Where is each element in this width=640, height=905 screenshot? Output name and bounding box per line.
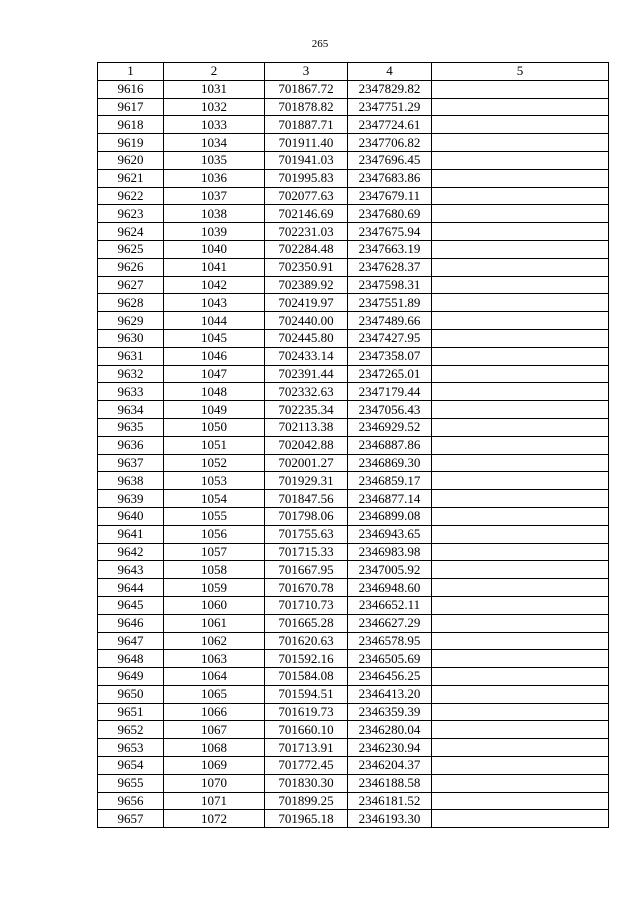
table-cell-col1: 9636: [98, 436, 164, 454]
table-cell-col1: 9642: [98, 543, 164, 561]
table-cell-col4: 2346859.17: [348, 472, 432, 490]
table-cell-col5: [432, 365, 609, 383]
table-row: [98, 116, 609, 134]
table-row: [98, 472, 609, 490]
table-cell-col3: 701665.28: [265, 614, 348, 632]
table-cell-col2: 1053: [164, 472, 265, 490]
table-cell-col1: 9652: [98, 721, 164, 739]
table-cell-col3: 702001.27: [265, 454, 348, 472]
table-cell-col3: 701899.25: [265, 792, 348, 810]
table-cell-col3: 701592.16: [265, 650, 348, 668]
table-cell-col1: 9655: [98, 774, 164, 792]
table-cell-col5: [432, 276, 609, 294]
table-cell-col4: 2347179.44: [348, 383, 432, 401]
table-cell-col2: 1059: [164, 579, 265, 597]
table-row: [98, 774, 609, 792]
table-cell-col1: 9637: [98, 454, 164, 472]
table-row: [98, 792, 609, 810]
table-cell-col5: [432, 294, 609, 312]
coordinates-table: [97, 62, 609, 828]
table-cell-col4: 2346887.86: [348, 436, 432, 454]
table-cell-col5: [432, 757, 609, 775]
table-cell-col5: [432, 436, 609, 454]
column-header-2: 2: [164, 63, 265, 81]
table-row: [98, 490, 609, 508]
table-cell-col5: [432, 721, 609, 739]
table-cell-col4: 2346929.52: [348, 418, 432, 436]
table-cell-col2: 1044: [164, 312, 265, 330]
table-cell-col2: 1040: [164, 240, 265, 258]
table-row: [98, 187, 609, 205]
column-header-3: 3: [265, 63, 348, 81]
table-row: [98, 347, 609, 365]
table-row: [98, 383, 609, 401]
table-cell-col3: 702445.80: [265, 329, 348, 347]
table-cell-col2: 1045: [164, 329, 265, 347]
table-cell-col5: [432, 561, 609, 579]
table-row: [98, 543, 609, 561]
table-cell-col1: 9654: [98, 757, 164, 775]
table-cell-col2: 1041: [164, 258, 265, 276]
table-cell-col3: 701713.91: [265, 739, 348, 757]
table-cell-col2: 1038: [164, 205, 265, 223]
table-row: [98, 401, 609, 419]
table-cell-col2: 1042: [164, 276, 265, 294]
table-cell-col4: 2347683.86: [348, 169, 432, 187]
table-cell-col5: [432, 632, 609, 650]
table-row: [98, 312, 609, 330]
table-cell-col1: 9644: [98, 579, 164, 597]
table-cell-col5: [432, 151, 609, 169]
table-cell-col2: 1063: [164, 650, 265, 668]
table-cell-col5: [432, 187, 609, 205]
table-row: [98, 365, 609, 383]
table-cell-col5: [432, 223, 609, 241]
table-cell-col4: 2346983.98: [348, 543, 432, 561]
table-cell-col2: 1036: [164, 169, 265, 187]
table-cell-col4: 2346899.08: [348, 507, 432, 525]
table-cell-col2: 1071: [164, 792, 265, 810]
table-cell-col3: 701887.71: [265, 116, 348, 134]
table-cell-col4: 2346948.60: [348, 579, 432, 597]
table-cell-col1: 9624: [98, 223, 164, 241]
table-cell-col1: 9623: [98, 205, 164, 223]
table-cell-col2: 1034: [164, 134, 265, 152]
table-cell-col4: 2347005.92: [348, 561, 432, 579]
table-cell-col4: 2346204.37: [348, 757, 432, 775]
table-row: [98, 579, 609, 597]
table-cell-col4: 2346505.69: [348, 650, 432, 668]
table-cell-col5: [432, 596, 609, 614]
table-cell-col5: [432, 98, 609, 116]
table-cell-col3: 701847.56: [265, 490, 348, 508]
table-cell-col4: 2347706.82: [348, 134, 432, 152]
table-cell-col3: 702113.38: [265, 418, 348, 436]
table-row: [98, 169, 609, 187]
table-row: [98, 80, 609, 98]
table-cell-col5: [432, 134, 609, 152]
table-cell-col4: 2347696.45: [348, 151, 432, 169]
table-row: [98, 810, 609, 828]
table-row: [98, 561, 609, 579]
table-cell-col3: 701929.31: [265, 472, 348, 490]
table-cell-col3: 702231.03: [265, 223, 348, 241]
table-cell-col3: 702146.69: [265, 205, 348, 223]
table-cell-col2: 1061: [164, 614, 265, 632]
table-cell-col1: 9650: [98, 685, 164, 703]
table-cell-col4: 2346181.52: [348, 792, 432, 810]
table-cell-col3: 701619.73: [265, 703, 348, 721]
column-header-4: 4: [348, 63, 432, 81]
table-cell-col3: 702389.92: [265, 276, 348, 294]
table-cell-col1: 9618: [98, 116, 164, 134]
table-cell-col5: [432, 650, 609, 668]
table-row: [98, 151, 609, 169]
table-cell-col5: [432, 205, 609, 223]
table-cell-col5: [432, 774, 609, 792]
table-cell-col1: 9649: [98, 668, 164, 686]
table-cell-col4: 2347680.69: [348, 205, 432, 223]
table-row: [98, 757, 609, 775]
table-cell-col1: 9634: [98, 401, 164, 419]
table-cell-col2: 1060: [164, 596, 265, 614]
table-cell-col2: 1072: [164, 810, 265, 828]
table-cell-col2: 1047: [164, 365, 265, 383]
table-cell-col5: [432, 454, 609, 472]
table-cell-col1: 9617: [98, 98, 164, 116]
table-cell-col1: 9648: [98, 650, 164, 668]
table-row: [98, 596, 609, 614]
table-cell-col5: [432, 543, 609, 561]
table-row: [98, 703, 609, 721]
table-cell-col3: 701710.73: [265, 596, 348, 614]
table-cell-col4: 2347598.31: [348, 276, 432, 294]
table-cell-col5: [432, 703, 609, 721]
table-row: [98, 329, 609, 347]
table-cell-col3: 701878.82: [265, 98, 348, 116]
table-cell-col1: 9656: [98, 792, 164, 810]
table-cell-col3: 702433.14: [265, 347, 348, 365]
table-cell-col3: 701867.72: [265, 80, 348, 98]
table-cell-col3: 702235.34: [265, 401, 348, 419]
table-cell-col4: 2346280.04: [348, 721, 432, 739]
table-cell-col4: 2346578.95: [348, 632, 432, 650]
table-cell-col2: 1056: [164, 525, 265, 543]
table-cell-col2: 1064: [164, 668, 265, 686]
table-cell-col5: [432, 312, 609, 330]
table-cell-col2: 1048: [164, 383, 265, 401]
table-cell-col3: 702042.88: [265, 436, 348, 454]
table-cell-col2: 1065: [164, 685, 265, 703]
table-cell-col4: 2346188.58: [348, 774, 432, 792]
table-cell-col3: 701584.08: [265, 668, 348, 686]
table-row: [98, 98, 609, 116]
table-cell-col3: 701772.45: [265, 757, 348, 775]
table-cell-col2: 1069: [164, 757, 265, 775]
table-cell-col2: 1051: [164, 436, 265, 454]
table-cell-col1: 9630: [98, 329, 164, 347]
table-cell-col1: 9651: [98, 703, 164, 721]
table-cell-col3: 702419.97: [265, 294, 348, 312]
table-cell-col4: 2347265.01: [348, 365, 432, 383]
table-cell-col4: 2346359.39: [348, 703, 432, 721]
table-cell-col3: 702284.48: [265, 240, 348, 258]
table-cell-col5: [432, 685, 609, 703]
table-cell-col2: 1052: [164, 454, 265, 472]
table-cell-col2: 1033: [164, 116, 265, 134]
table-cell-col3: 702332.63: [265, 383, 348, 401]
table-cell-col4: 2346627.29: [348, 614, 432, 632]
table-cell-col1: 9653: [98, 739, 164, 757]
page-number: 265: [311, 38, 329, 50]
table-cell-col2: 1032: [164, 98, 265, 116]
table-cell-col3: 701911.40: [265, 134, 348, 152]
table-cell-col3: 702391.44: [265, 365, 348, 383]
table-cell-col5: [432, 418, 609, 436]
table-row: [98, 258, 609, 276]
table-cell-col2: 1068: [164, 739, 265, 757]
table-row: [98, 240, 609, 258]
table-cell-col5: [432, 614, 609, 632]
table-cell-col3: 701667.95: [265, 561, 348, 579]
table-cell-col4: 2347427.95: [348, 329, 432, 347]
table-cell-col4: 2347628.37: [348, 258, 432, 276]
table-cell-col1: 9638: [98, 472, 164, 490]
table-cell-col3: 701755.63: [265, 525, 348, 543]
table-cell-col4: 2347675.94: [348, 223, 432, 241]
table-cell-col3: 701715.33: [265, 543, 348, 561]
table-cell-col3: 701995.83: [265, 169, 348, 187]
table-cell-col1: 9643: [98, 561, 164, 579]
table-header-row: [98, 63, 609, 81]
table-body: [98, 80, 609, 827]
table-row: [98, 614, 609, 632]
table-cell-col1: 9629: [98, 312, 164, 330]
table-row: [98, 436, 609, 454]
table-cell-col3: 701965.18: [265, 810, 348, 828]
table-cell-col5: [432, 792, 609, 810]
table-cell-col1: 9635: [98, 418, 164, 436]
table-cell-col2: 1062: [164, 632, 265, 650]
table-cell-col1: 9631: [98, 347, 164, 365]
table-cell-col4: 2346193.30: [348, 810, 432, 828]
table-cell-col5: [432, 668, 609, 686]
table-cell-col5: [432, 329, 609, 347]
table-cell-col4: 2347551.89: [348, 294, 432, 312]
table-row: [98, 454, 609, 472]
table-cell-col4: 2347056.43: [348, 401, 432, 419]
table-cell-col2: 1070: [164, 774, 265, 792]
table-row: [98, 507, 609, 525]
table-cell-col1: 9625: [98, 240, 164, 258]
column-header-1: 1: [98, 63, 164, 81]
table-cell-col1: 9640: [98, 507, 164, 525]
table-cell-col5: [432, 80, 609, 98]
table-cell-col3: 701798.06: [265, 507, 348, 525]
table-cell-col5: [432, 507, 609, 525]
table-cell-col4: 2346943.65: [348, 525, 432, 543]
table-cell-col4: 2347489.66: [348, 312, 432, 330]
table-cell-col2: 1066: [164, 703, 265, 721]
table-cell-col1: 9657: [98, 810, 164, 828]
table-row: [98, 205, 609, 223]
table-cell-col3: 701830.30: [265, 774, 348, 792]
table-cell-col3: 702350.91: [265, 258, 348, 276]
table-cell-col1: 9628: [98, 294, 164, 312]
table-row: [98, 650, 609, 668]
table-cell-col5: [432, 240, 609, 258]
column-header-5: 5: [432, 63, 609, 81]
table-row: [98, 721, 609, 739]
table-row: [98, 418, 609, 436]
table-cell-col1: 9646: [98, 614, 164, 632]
table-cell-col2: 1058: [164, 561, 265, 579]
table-row: [98, 668, 609, 686]
table-cell-col5: [432, 810, 609, 828]
table-cell-col1: 9616: [98, 80, 164, 98]
table-cell-col4: 2346869.30: [348, 454, 432, 472]
table-cell-col2: 1031: [164, 80, 265, 98]
table-cell-col1: 9639: [98, 490, 164, 508]
table-cell-col2: 1039: [164, 223, 265, 241]
table-cell-col5: [432, 525, 609, 543]
table-cell-col5: [432, 472, 609, 490]
table-row: [98, 294, 609, 312]
table-cell-col5: [432, 739, 609, 757]
table-cell-col2: 1037: [164, 187, 265, 205]
table-cell-col1: 9627: [98, 276, 164, 294]
table-cell-col2: 1046: [164, 347, 265, 365]
table-cell-col5: [432, 579, 609, 597]
table-cell-col1: 9620: [98, 151, 164, 169]
table-cell-col4: 2346413.20: [348, 685, 432, 703]
table-cell-col5: [432, 347, 609, 365]
table-cell-col5: [432, 490, 609, 508]
table-cell-col5: [432, 258, 609, 276]
table-row: [98, 223, 609, 241]
table-cell-col1: 9626: [98, 258, 164, 276]
table-cell-col4: 2347663.19: [348, 240, 432, 258]
table-cell-col1: 9647: [98, 632, 164, 650]
table-cell-col4: 2346877.14: [348, 490, 432, 508]
table-cell-col4: 2347679.11: [348, 187, 432, 205]
table-cell-col4: 2347358.07: [348, 347, 432, 365]
table-cell-col2: 1067: [164, 721, 265, 739]
table-cell-col4: 2346652.11: [348, 596, 432, 614]
table-cell-col3: 701670.78: [265, 579, 348, 597]
table-cell-col2: 1043: [164, 294, 265, 312]
table-cell-col5: [432, 169, 609, 187]
table-row: [98, 134, 609, 152]
table-cell-col1: 9633: [98, 383, 164, 401]
table-cell-col5: [432, 116, 609, 134]
table-cell-col3: 701620.63: [265, 632, 348, 650]
table-cell-col3: 701660.10: [265, 721, 348, 739]
table-row: [98, 685, 609, 703]
table-row: [98, 276, 609, 294]
table-cell-col3: 702077.63: [265, 187, 348, 205]
table-cell-col2: 1057: [164, 543, 265, 561]
table-cell-col3: 701941.03: [265, 151, 348, 169]
table-cell-col1: 9645: [98, 596, 164, 614]
table-cell-col2: 1035: [164, 151, 265, 169]
table-row: [98, 632, 609, 650]
table-cell-col4: 2346230.94: [348, 739, 432, 757]
table-cell-col3: 702440.00: [265, 312, 348, 330]
table-cell-col4: 2346456.25: [348, 668, 432, 686]
table-cell-col2: 1049: [164, 401, 265, 419]
table-cell-col2: 1050: [164, 418, 265, 436]
table-cell-col1: 9621: [98, 169, 164, 187]
table-cell-col2: 1054: [164, 490, 265, 508]
table-row: [98, 525, 609, 543]
table-cell-col4: 2347751.29: [348, 98, 432, 116]
table-cell-col5: [432, 401, 609, 419]
table-cell-col1: 9619: [98, 134, 164, 152]
table-cell-col5: [432, 383, 609, 401]
table-cell-col1: 9632: [98, 365, 164, 383]
table-cell-col3: 701594.51: [265, 685, 348, 703]
table-cell-col1: 9622: [98, 187, 164, 205]
table-row: [98, 739, 609, 757]
table-cell-col1: 9641: [98, 525, 164, 543]
table-cell-col2: 1055: [164, 507, 265, 525]
table-cell-col4: 2347724.61: [348, 116, 432, 134]
table-cell-col4: 2347829.82: [348, 80, 432, 98]
